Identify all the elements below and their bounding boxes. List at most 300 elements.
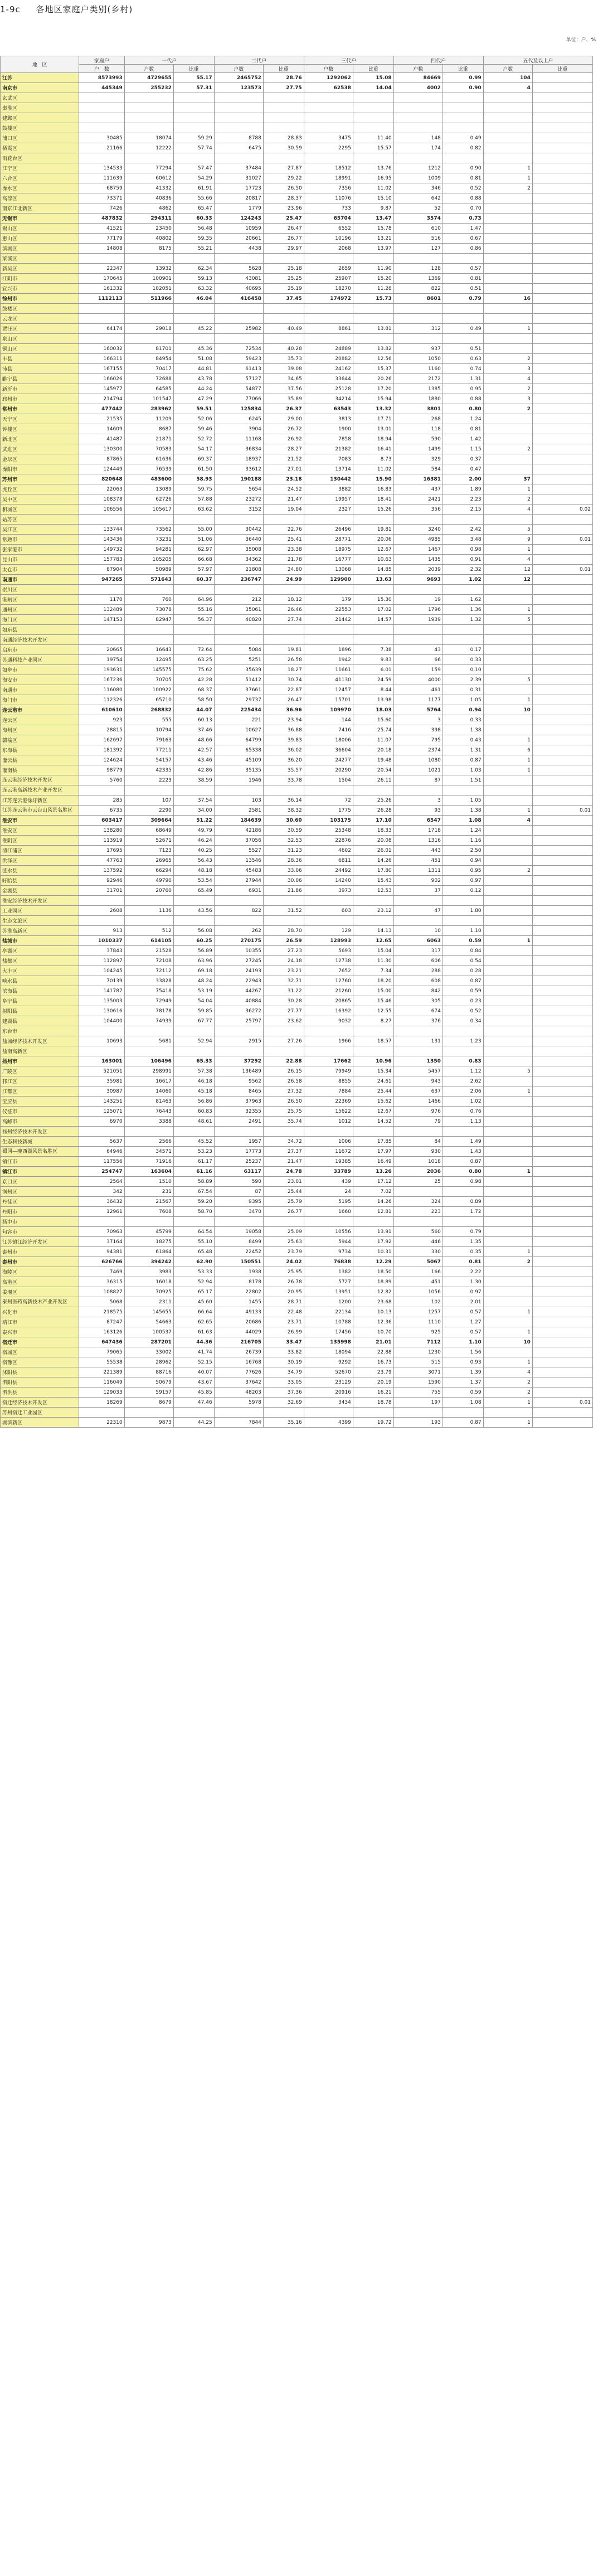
- households-cell: [393, 625, 443, 635]
- households-cell: 4: [483, 1367, 532, 1377]
- households-cell: 590: [214, 1177, 263, 1187]
- share-cell: 1.05: [443, 695, 483, 705]
- share-cell: [173, 93, 214, 103]
- region-cell: 沭阳县: [1, 1367, 79, 1377]
- share-cell: 36.20: [263, 755, 304, 765]
- table-row: [1, 1267, 593, 1277]
- households-cell: 5727: [304, 1277, 353, 1287]
- households-cell: 27245: [214, 956, 263, 966]
- total-cell: 487832: [79, 214, 125, 224]
- households-cell: 1: [483, 545, 532, 555]
- households-cell: 123573: [214, 83, 263, 93]
- total-cell: 143251: [79, 1097, 125, 1107]
- share-cell: [532, 314, 592, 324]
- share-cell: 21.47: [263, 494, 304, 504]
- households-cell: 614105: [124, 936, 173, 946]
- share-cell: [263, 515, 304, 525]
- table-row: [1, 1036, 593, 1046]
- households-cell: 5693: [304, 946, 353, 956]
- share-cell: [532, 374, 592, 384]
- region-cell: 湖滨新区: [1, 1418, 79, 1428]
- region-cell: 江苏连云港市云台山风景名胜区: [1, 806, 79, 816]
- share-cell: [173, 1046, 214, 1056]
- share-cell: 0.54: [443, 956, 483, 966]
- share-cell: 0.98: [443, 1177, 483, 1187]
- households-cell: 174: [393, 143, 443, 153]
- share-cell: 15.60: [353, 715, 393, 725]
- households-cell: [393, 113, 443, 123]
- households-cell: 3: [483, 364, 532, 374]
- share-cell: 52.06: [173, 414, 214, 424]
- share-cell: 1.24: [443, 826, 483, 836]
- region-cell: 京口区: [1, 1177, 79, 1187]
- table-row: [1, 765, 593, 775]
- region-cell: 邗江区: [1, 1076, 79, 1086]
- total-cell: 55538: [79, 1357, 125, 1367]
- table-row: [1, 274, 593, 284]
- share-cell: 17.02: [353, 605, 393, 615]
- share-cell: 24.02: [263, 1257, 304, 1267]
- households-cell: [483, 625, 532, 635]
- households-cell: 51412: [214, 675, 263, 685]
- households-cell: 32355: [214, 1107, 263, 1117]
- total-cell: 20665: [79, 645, 125, 655]
- share-cell: 7.34: [353, 966, 393, 976]
- households-cell: 1050: [393, 354, 443, 364]
- share-cell: [532, 1357, 592, 1367]
- households-cell: [214, 304, 263, 314]
- households-cell: 130442: [304, 474, 353, 484]
- households-cell: [393, 515, 443, 525]
- share-cell: [532, 444, 592, 454]
- region-cell: 宿城区: [1, 1347, 79, 1357]
- share-cell: 10.13: [353, 1307, 393, 1317]
- total-cell: 132489: [79, 605, 125, 615]
- share-cell: [532, 775, 592, 785]
- table-row: [1, 1076, 593, 1086]
- share-cell: 0.83: [443, 1056, 483, 1066]
- table-row: [1, 344, 593, 354]
- households-cell: 1957: [214, 1137, 263, 1147]
- table-row: [1, 73, 593, 83]
- region-cell: 新沂市: [1, 384, 79, 394]
- households-cell: 610: [393, 224, 443, 234]
- households-cell: 64799: [214, 735, 263, 745]
- share-cell: 68.37: [173, 685, 214, 695]
- share-cell: 25.44: [263, 1187, 304, 1197]
- share-cell: [173, 515, 214, 525]
- share-cell: 37.46: [173, 725, 214, 735]
- region-cell: 苏州宿迁工业园区: [1, 1408, 79, 1418]
- share-cell: [173, 1217, 214, 1227]
- households-cell: 50989: [124, 565, 173, 575]
- share-cell: [532, 284, 592, 294]
- share-cell: 10.31: [353, 1247, 393, 1257]
- households-cell: 79: [393, 1117, 443, 1127]
- share-cell: 57.97: [173, 565, 214, 575]
- households-cell: 12760: [304, 976, 353, 986]
- share-cell: [173, 103, 214, 113]
- share-cell: 0.59: [443, 1388, 483, 1398]
- households-cell: 1: [483, 936, 532, 946]
- total-cell: [79, 123, 125, 133]
- households-cell: [214, 1026, 263, 1036]
- households-cell: [483, 665, 532, 675]
- share-cell: 22.48: [263, 1307, 304, 1317]
- share-cell: 15.73: [353, 294, 393, 304]
- total-cell: 41521: [79, 224, 125, 234]
- households-cell: 21567: [124, 1197, 173, 1207]
- share-cell: 26.15: [263, 1066, 304, 1076]
- share-cell: [532, 856, 592, 866]
- share-cell: 15.46: [353, 996, 393, 1006]
- share-cell: 25.19: [263, 284, 304, 294]
- share-cell: 53.23: [173, 1147, 214, 1157]
- share-cell: [532, 414, 592, 424]
- share-cell: [532, 916, 592, 926]
- share-cell: [173, 585, 214, 595]
- households-cell: 16392: [304, 1006, 353, 1016]
- share-cell: 58.70: [173, 1207, 214, 1217]
- share-cell: [532, 1147, 592, 1157]
- households-cell: 270175: [214, 936, 263, 946]
- households-cell: [483, 595, 532, 605]
- households-cell: [483, 1267, 532, 1277]
- table-row: [1, 1056, 593, 1066]
- households-cell: 193: [393, 1418, 443, 1428]
- households-cell: [483, 133, 532, 143]
- region-cell: 泗阳县: [1, 1377, 79, 1388]
- table-row: [1, 324, 593, 334]
- households-cell: 1: [483, 1357, 532, 1367]
- households-cell: 17456: [304, 1327, 353, 1337]
- share-cell: 20.19: [353, 1377, 393, 1388]
- region-cell: 连云港高新技术产业开发区: [1, 785, 79, 795]
- table-row: [1, 1287, 593, 1297]
- share-cell: 22.87: [263, 685, 304, 695]
- households-cell: 8855: [304, 1076, 353, 1086]
- region-cell: 宿豫区: [1, 1357, 79, 1367]
- households-cell: 309664: [124, 816, 173, 826]
- households-cell: [304, 1026, 353, 1036]
- households-cell: [214, 916, 263, 926]
- households-cell: 584: [393, 464, 443, 474]
- share-cell: [532, 224, 592, 234]
- region-cell: 钟楼区: [1, 424, 79, 434]
- households-cell: [483, 103, 532, 113]
- share-cell: [532, 394, 592, 404]
- table-row: [1, 1016, 593, 1026]
- share-cell: 60.37: [173, 575, 214, 585]
- total-cell: 87865: [79, 454, 125, 464]
- share-cell: 59.51: [173, 404, 214, 414]
- table-row: [1, 755, 593, 765]
- share-cell: 53.54: [173, 876, 214, 886]
- region-cell: 连云港市: [1, 705, 79, 715]
- share-cell: 13.82: [353, 344, 393, 354]
- households-cell: 34571: [124, 1147, 173, 1157]
- households-cell: 72112: [124, 966, 173, 976]
- share-cell: 15.30: [353, 595, 393, 605]
- table-row: [1, 83, 593, 93]
- share-cell: 1.39: [443, 1367, 483, 1377]
- share-cell: [443, 625, 483, 635]
- households-cell: [483, 214, 532, 224]
- households-cell: 4602: [304, 846, 353, 856]
- share-cell: 17.20: [353, 384, 393, 394]
- households-cell: [304, 254, 353, 264]
- table-row: [1, 515, 593, 525]
- households-cell: 6552: [304, 224, 353, 234]
- households-cell: [483, 284, 532, 294]
- households-cell: [483, 715, 532, 725]
- share-cell: 58.93: [173, 474, 214, 484]
- households-cell: 4729655: [124, 73, 173, 83]
- total-cell: 106556: [79, 504, 125, 515]
- region-cell: 蜀冈—瘦西湖风景名胜区: [1, 1147, 79, 1157]
- households-cell: 30442: [214, 525, 263, 535]
- households-cell: 1: [483, 484, 532, 494]
- households-cell: 236747: [214, 575, 263, 585]
- households-cell: 105617: [124, 504, 173, 515]
- households-cell: 43: [393, 645, 443, 655]
- share-cell: 0.79: [443, 1227, 483, 1237]
- households-cell: 25128: [304, 384, 353, 394]
- households-cell: [214, 1046, 263, 1056]
- households-cell: 2039: [393, 565, 443, 575]
- share-cell: 0.73: [443, 214, 483, 224]
- households-cell: 6245: [214, 414, 263, 424]
- households-cell: 37642: [214, 1377, 263, 1388]
- share-cell: 11.02: [353, 464, 393, 474]
- households-cell: 12: [483, 565, 532, 575]
- region-cell: 虎丘区: [1, 484, 79, 494]
- share-cell: [532, 1117, 592, 1127]
- total-cell: 610610: [79, 705, 125, 715]
- households-cell: 2172: [393, 374, 443, 384]
- table-row: [1, 926, 593, 936]
- share-cell: [443, 1408, 483, 1418]
- share-cell: 63.62: [173, 504, 214, 515]
- households-cell: 1: [483, 1167, 532, 1177]
- table-row: [1, 695, 593, 705]
- households-cell: 16777: [304, 555, 353, 565]
- region-cell: 工业园区: [1, 906, 79, 916]
- share-cell: 13.32: [353, 404, 393, 414]
- households-cell: 18074: [124, 133, 173, 143]
- share-cell: 64.96: [173, 595, 214, 605]
- share-cell: [353, 334, 393, 344]
- share-cell: 56.48: [173, 224, 214, 234]
- share-cell: [173, 1026, 214, 1036]
- households-cell: 1: [483, 1398, 532, 1408]
- households-cell: [483, 1217, 532, 1227]
- share-cell: [532, 715, 592, 725]
- share-cell: 28.37: [263, 193, 304, 203]
- households-cell: [483, 635, 532, 645]
- region-cell: 涟水县: [1, 866, 79, 876]
- households-cell: 262: [214, 926, 263, 936]
- share-cell: 0.02: [532, 504, 592, 515]
- households-cell: [214, 585, 263, 595]
- region-cell: 溧水区: [1, 183, 79, 193]
- share-cell: [532, 494, 592, 504]
- region-cell: 港闸区: [1, 595, 79, 605]
- households-cell: 608: [393, 976, 443, 986]
- households-cell: 8861: [304, 324, 353, 334]
- share-cell: [263, 1408, 304, 1418]
- households-cell: [483, 1036, 532, 1046]
- table-row: [1, 1408, 593, 1418]
- region-cell: 连云港经济技术开发区: [1, 775, 79, 785]
- share-cell: 16.73: [353, 1357, 393, 1367]
- households-cell: 61636: [124, 454, 173, 464]
- region-cell: 吴江区: [1, 525, 79, 535]
- share-cell: 26.46: [263, 605, 304, 615]
- households-cell: 3: [483, 394, 532, 404]
- households-cell: 5: [483, 615, 532, 625]
- table-row: [1, 976, 593, 986]
- region-cell: 射阳县: [1, 1006, 79, 1016]
- households-cell: 1504: [304, 775, 353, 785]
- share-cell: 57.38: [173, 1066, 214, 1076]
- total-cell: 64946: [79, 1147, 125, 1157]
- share-cell: [532, 1237, 592, 1247]
- share-cell: [532, 163, 592, 173]
- households-cell: 94281: [124, 545, 173, 555]
- total-cell: 157783: [79, 555, 125, 565]
- table-row: [1, 705, 593, 715]
- share-cell: 15.57: [353, 143, 393, 153]
- share-cell: 53.19: [173, 986, 214, 996]
- share-cell: 48.18: [173, 866, 214, 876]
- table-row: [1, 374, 593, 384]
- households-cell: 11209: [124, 414, 173, 424]
- share-cell: [532, 1177, 592, 1187]
- share-cell: 32.69: [263, 1398, 304, 1408]
- share-cell: 39.08: [263, 364, 304, 374]
- share-cell: 0.35: [443, 1247, 483, 1257]
- share-cell: 44.36: [173, 1337, 214, 1347]
- share-cell: 26.92: [263, 434, 304, 444]
- share-cell: [443, 585, 483, 595]
- households-cell: 2659: [304, 264, 353, 274]
- table-row: [1, 364, 593, 374]
- households-cell: 760: [124, 595, 173, 605]
- share-cell: 16.49: [353, 1157, 393, 1167]
- households-cell: [304, 103, 353, 113]
- households-cell: 7416: [304, 725, 353, 735]
- share-cell: 10.70: [353, 1327, 393, 1337]
- region-cell: 亭湖区: [1, 946, 79, 956]
- unit-label: 单位：户、%: [566, 37, 596, 43]
- households-cell: [483, 896, 532, 906]
- share-cell: 13.98: [353, 695, 393, 705]
- table-row: [1, 504, 593, 515]
- total-cell: 134533: [79, 163, 125, 173]
- share-cell: 1.72: [443, 1207, 483, 1217]
- region-cell: 新北区: [1, 434, 79, 444]
- households-cell: 2: [483, 1377, 532, 1388]
- households-cell: 62538: [304, 83, 353, 93]
- households-cell: [483, 976, 532, 986]
- households-cell: [483, 224, 532, 234]
- share-header: 比重: [173, 65, 214, 73]
- share-cell: 21.47: [263, 1157, 304, 1167]
- households-cell: 36604: [304, 745, 353, 755]
- total-cell: 8573993: [79, 73, 125, 83]
- households-cell: [124, 916, 173, 926]
- households-cell: [483, 1107, 532, 1117]
- table-row: [1, 565, 593, 575]
- households-cell: 77211: [124, 745, 173, 755]
- region-cell: 常州市: [1, 404, 79, 414]
- share-cell: [532, 1167, 592, 1177]
- households-cell: 9032: [304, 1016, 353, 1026]
- households-cell: 822: [393, 284, 443, 294]
- share-cell: 0.52: [443, 183, 483, 193]
- share-cell: [443, 93, 483, 103]
- share-cell: 59.29: [173, 133, 214, 143]
- households-cell: 11661: [304, 665, 353, 675]
- region-cell: 赣榆区: [1, 735, 79, 745]
- share-cell: 19.81: [353, 525, 393, 535]
- share-cell: 11.90: [353, 264, 393, 274]
- households-cell: 8499: [214, 1237, 263, 1247]
- region-cell: 通州区: [1, 605, 79, 615]
- share-cell: [532, 133, 592, 143]
- share-cell: 57.31: [173, 83, 214, 93]
- total-cell: 193631: [79, 665, 125, 675]
- share-cell: 63.25: [173, 655, 214, 665]
- households-cell: [483, 424, 532, 434]
- total-cell: 22347: [79, 264, 125, 274]
- households-cell: [483, 414, 532, 424]
- households-cell: 5: [483, 525, 532, 535]
- households-cell: 124243: [214, 214, 263, 224]
- households-cell: 22553: [304, 605, 353, 615]
- table-row: [1, 143, 593, 153]
- households-cell: [304, 515, 353, 525]
- region-cell: 雨花台区: [1, 153, 79, 163]
- total-cell: [79, 304, 125, 314]
- households-cell: 2036: [393, 1167, 443, 1177]
- households-cell: 174972: [304, 294, 353, 304]
- households-cell: 1009: [393, 173, 443, 183]
- share-cell: [173, 635, 214, 645]
- share-cell: [173, 113, 214, 123]
- share-cell: 11.40: [353, 133, 393, 143]
- share-cell: [263, 1026, 304, 1036]
- table-row: [1, 956, 593, 966]
- households-cell: 555: [124, 715, 173, 725]
- households-cell: 1200: [304, 1297, 353, 1307]
- households-cell: 4: [483, 83, 532, 93]
- households-cell: 70925: [124, 1287, 173, 1297]
- households-cell: 28771: [304, 535, 353, 545]
- share-cell: 69.18: [173, 966, 214, 976]
- households-cell: 13932: [124, 264, 173, 274]
- share-cell: 23.79: [353, 1367, 393, 1377]
- region-cell: 无锡市: [1, 214, 79, 224]
- share-cell: 14.52: [353, 1117, 393, 1127]
- households-cell: [483, 886, 532, 896]
- households-cell: 1590: [393, 1377, 443, 1388]
- households-cell: 12495: [124, 655, 173, 665]
- table-row: [1, 846, 593, 856]
- households-cell: [304, 635, 353, 645]
- table-row: [1, 1046, 593, 1056]
